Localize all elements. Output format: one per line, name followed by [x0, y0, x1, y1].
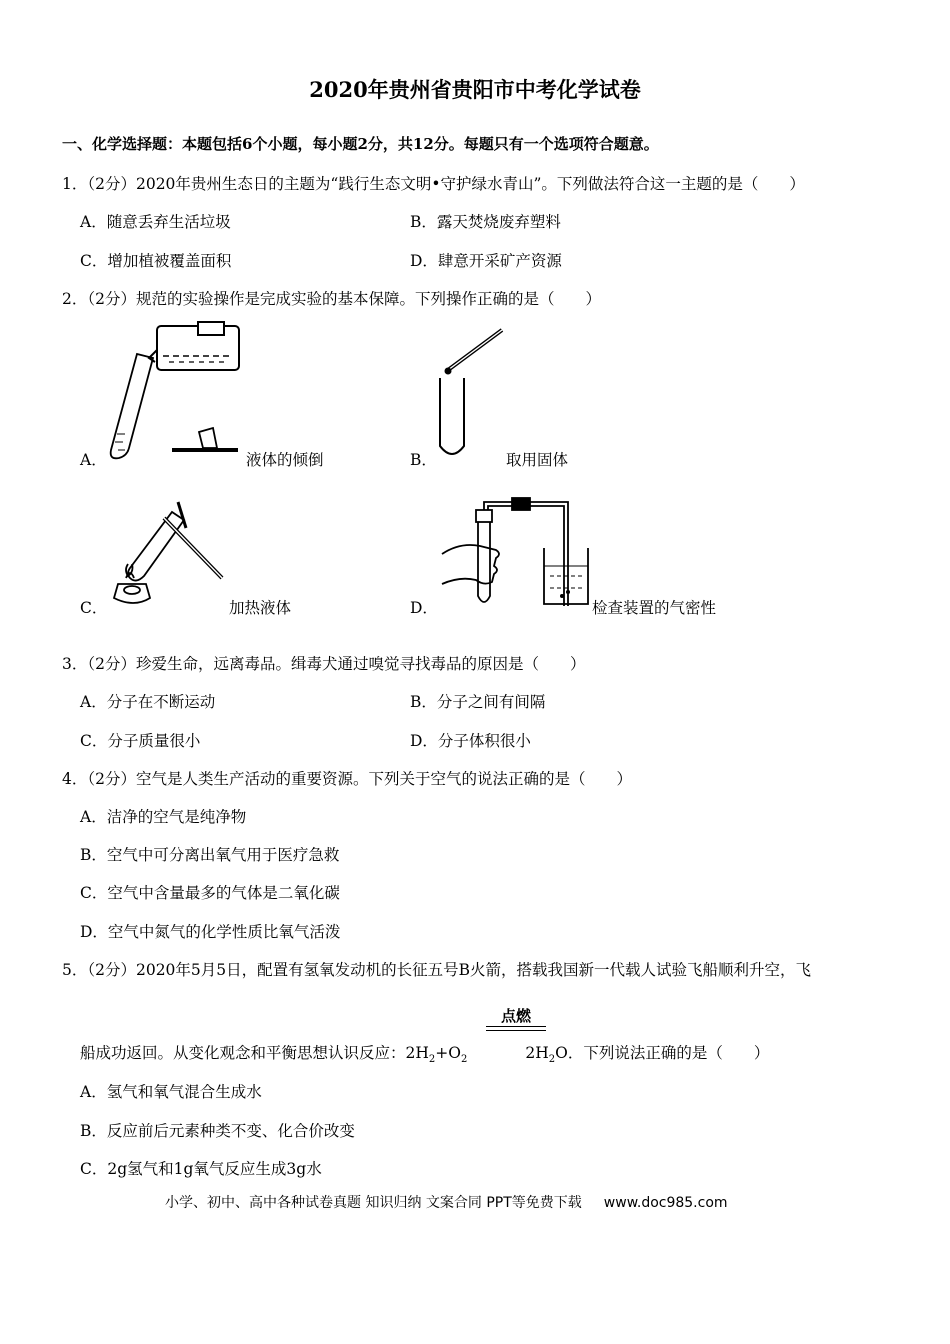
question-3-option-b: B．分子之间有间隔: [410, 693, 546, 711]
footer-url[interactable]: www.doc985.com: [603, 1195, 728, 1211]
question-4-option-d: D．空气中氮气的化学性质比氧气活泼: [80, 923, 341, 941]
question-4-option-a: A．洁净的空气是纯净物: [80, 808, 247, 826]
section-heading: 一、化学选择题：本题包括6个小题，每小题2分，共12分。每题只有一个选项符合题意。: [62, 135, 659, 153]
question-3-option-a: A．分子在不断运动: [80, 693, 216, 711]
heating-liquid-illustration: [108, 498, 228, 610]
question-2-option-b-caption: 取用固体: [506, 451, 569, 469]
question-1-option-d: D．肆意开采矿产资源: [410, 252, 562, 270]
question-2-option-a-letter: A．: [80, 451, 107, 469]
question-1-option-b: B．露天焚烧废弃塑料: [410, 213, 561, 231]
question-5-stem: 5．（2分）2020年5月5日，配置有氢氧发动机的长征五号B火箭，搭载我国新一代载人试验飞船顺利升空，飞: [62, 961, 812, 979]
question-5-option-a: A．氢气和氧气混合生成水: [80, 1083, 262, 1101]
question-3-stem: 3．（2分）珍爱生命，远离毒品。缉毒犬通过嗅觉寻找毒品的原因是（ ）: [62, 655, 586, 673]
question-2-option-a-caption: 液体的倾倒: [246, 451, 324, 469]
question-2-option-c-caption: 加热液体: [229, 599, 292, 617]
question-4-option-b: B．空气中可分离出氧气用于医疗急救: [80, 846, 340, 864]
page-footer: [165, 1192, 728, 1212]
question-1-stem: 1．（2分）2020年贵州生态日的主题为“践行生态文明•守护绿水青山”。下列做法符合这一主题的是（ ）: [62, 175, 805, 193]
question-5-equation-line: 船成功返回。从变化观念和平衡思想认识反应：$2H_2+O_2$ $2H_2O$．下列说法正确的是（ ）: [80, 1044, 770, 1066]
question-1-option-c: C．增加植被覆盖面积: [80, 252, 232, 270]
footer-text: 小学、初中、高中各种试卷真题 知识归纳 文案合同 PPT等免费下载: [165, 1195, 582, 1211]
question-4-option-c: C．空气中含量最多的气体是二氧化碳: [80, 884, 340, 902]
airtightness-check-illustration: [440, 496, 590, 611]
reaction-condition: 点燃: [500, 1007, 531, 1025]
reaction-arrow-equals: [486, 1026, 546, 1031]
question-2-stem: 2．（2分）规范的实验操作是完成实验的基本保障。下列操作正确的是（ ）: [62, 290, 601, 308]
question-2-option-d-letter: D．: [410, 599, 438, 617]
question-5-option-c: C．2g氢气和1g氧气反应生成3g水: [80, 1160, 322, 1178]
question-3-option-d: D．分子体积很小: [410, 732, 531, 750]
question-2-option-d-caption: 检查装置的气密性: [592, 599, 717, 617]
taking-solid-illustration: [430, 328, 510, 460]
question-2-option-b-letter: B．: [410, 451, 437, 469]
question-3-option-c: C．分子质量很小: [80, 732, 201, 750]
pouring-liquid-illustration: [105, 322, 245, 462]
question-5-option-b: B．反应前后元素种类不变、化合价改变: [80, 1122, 355, 1140]
question-4-stem: 4．（2分）空气是人类生产活动的重要资源。下列关于空气的说法正确的是（ ）: [62, 770, 632, 788]
question-2-option-c-letter: C．: [80, 599, 108, 617]
page-title: 2020年贵州省贵阳市中考化学试卷: [309, 77, 641, 102]
question-1-option-a: A．随意丢弃生活垃圾: [80, 213, 231, 231]
